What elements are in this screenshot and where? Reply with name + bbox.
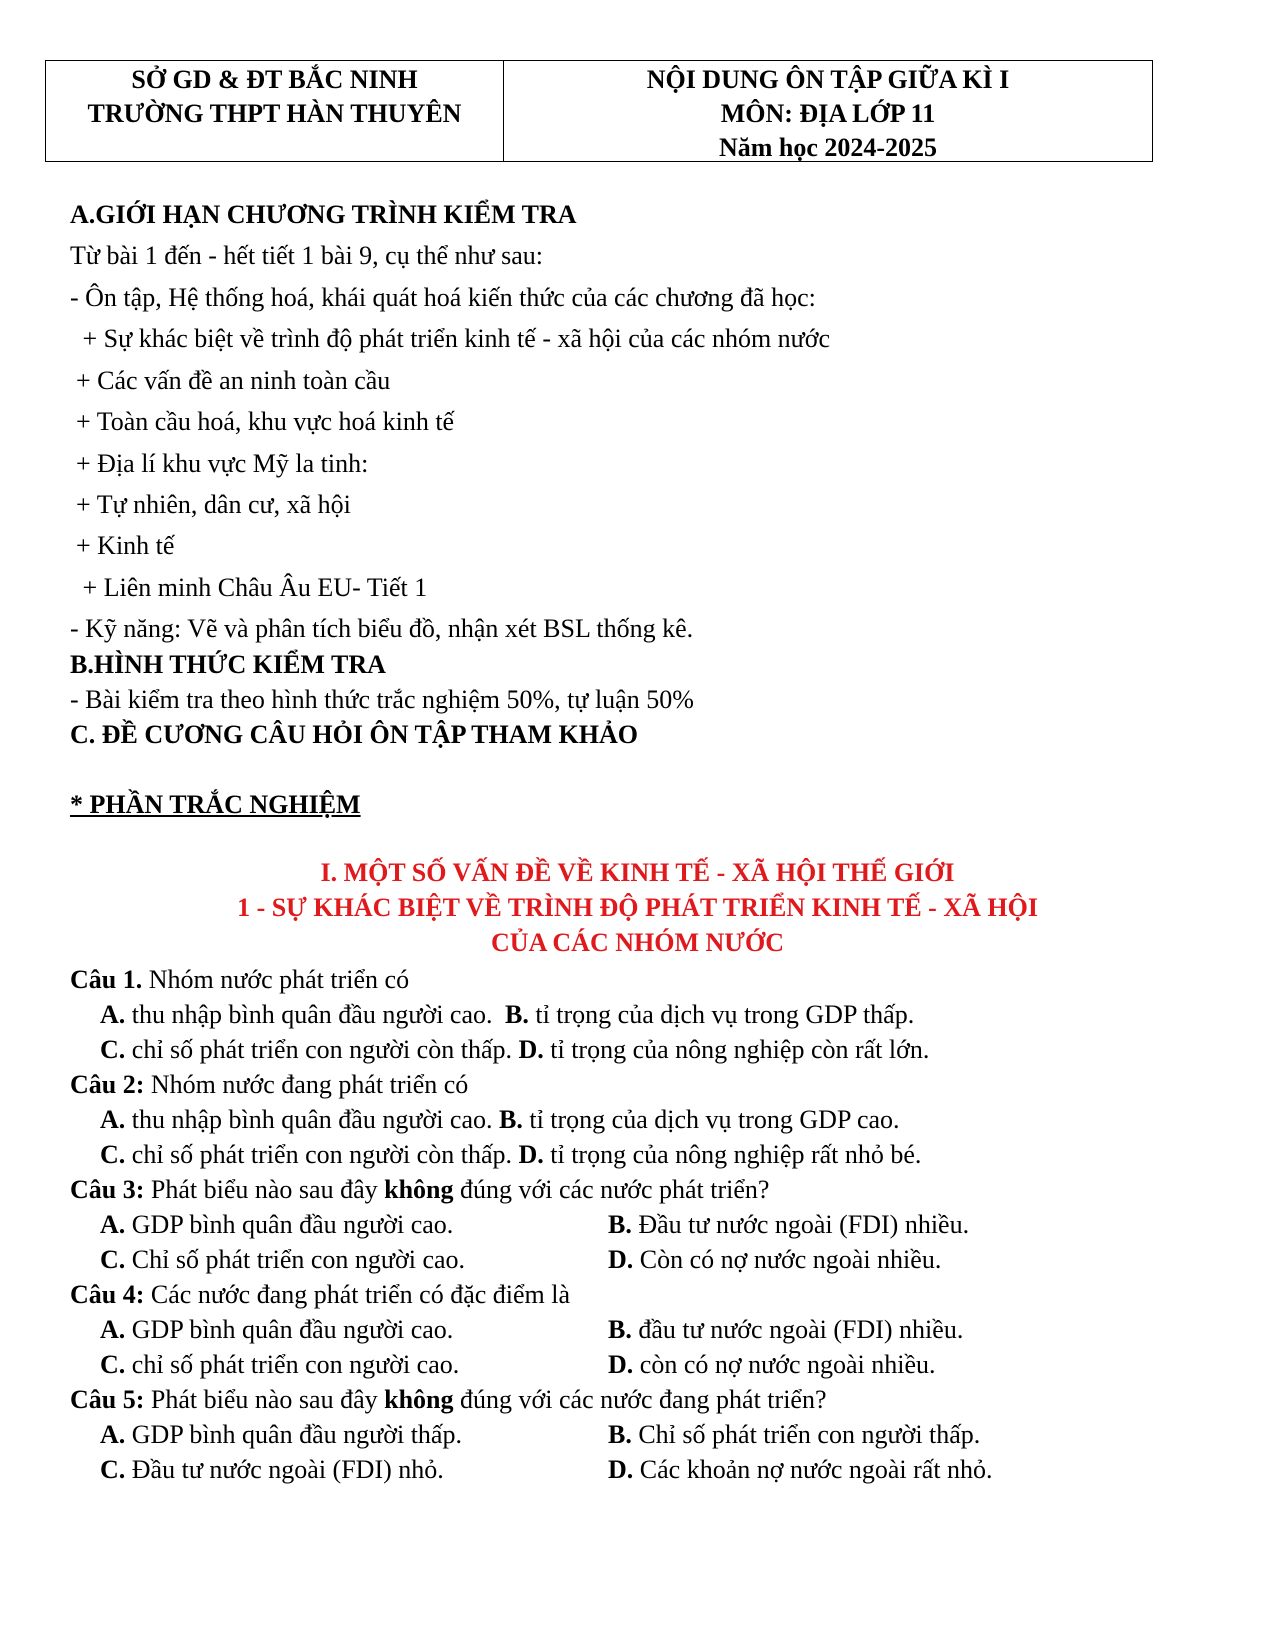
option-letter: B. [608,1210,632,1239]
question-text: đúng với các nước đang phát triển? [453,1385,827,1414]
q1-option-cd [100,1035,929,1065]
section-a-line: + Tự nhiên, dân cư, xã hội [76,490,351,519]
header-right-cell [504,61,1152,161]
section-c-heading: C. ĐỀ CƯƠNG CÂU HỎI ÔN TẬP THAM KHẢO [70,720,638,749]
document-title: NỘI DUNG ÔN TẬP GIỮA KÌ I [646,65,1010,94]
option-text: Chỉ số phát triển con người thấp. [631,1420,981,1449]
section-a-line: Từ bài 1 đến - hết tiết 1 bài 9, cụ thể như sau: [70,241,543,270]
q3-option-b [608,1210,969,1240]
q5-option-a [100,1420,462,1450]
topic-subheading: CỦA CÁC NHÓM NƯỚC [491,928,784,957]
q5-option-c [100,1455,444,1485]
q4-option-a [100,1315,453,1345]
header-left-cell [46,61,504,161]
section-a-line: + Kinh tế [76,531,175,560]
option-letter: C. [100,1245,126,1274]
q4-option-b [608,1315,963,1345]
q5-option-d [608,1455,993,1485]
option-text: đầu tư nước ngoài (FDI) nhiều. [631,1315,964,1344]
section-a-heading: A.GIỚI HẠN CHƯƠNG TRÌNH KIỂM TRA [70,200,577,229]
section-a-line: + Toàn cầu hoá, khu vực hoá kinh tế [76,407,455,436]
section-a-line: - Ôn tập, Hệ thống hoá, khái quát hoá kiến thức của các chương đã học: [70,283,816,312]
question-label: Câu 4: [70,1280,145,1309]
section-a-line: + Các vấn đề an ninh toàn cầu [76,366,391,395]
option-letter: A. [100,1420,126,1449]
option-letter: B. [608,1420,632,1449]
section-b-heading: B.HÌNH THỨC KIỂM TRA [70,650,386,679]
option-text: thu nhập bình quân đầu người cao. [125,1000,493,1029]
option-letter: B. [608,1315,632,1344]
option-letter: B. [505,1000,529,1029]
question-5 [70,1385,827,1415]
option-text: chỉ số phát triển con người còn thấp. [125,1035,512,1064]
option-letter: D. [518,1035,544,1064]
option-letter: D. [608,1350,634,1379]
question-emphasis: không [384,1385,454,1414]
q4-option-c [100,1350,459,1380]
option-letter: A. [100,1210,126,1239]
question-label: Câu 2: [70,1070,145,1099]
question-text: đúng với các nước phát triển? [453,1175,770,1204]
option-text: tỉ trọng của dịch vụ trong GDP cao. [522,1105,900,1134]
question-2 [70,1070,468,1100]
option-text: Đầu tư nước ngoài (FDI) nhiều. [631,1210,970,1239]
option-letter: A. [100,1105,126,1134]
question-label: Câu 3: [70,1175,145,1204]
option-letter: A. [100,1315,126,1344]
option-letter: D. [608,1455,634,1484]
q3-option-c [100,1245,465,1275]
part-heading: * PHẦN TRẮC NGHIỆM [70,790,361,819]
option-text: chỉ số phát triển con người còn thấp. [125,1140,512,1169]
option-text: Đầu tư nước ngoài (FDI) nhỏ. [125,1455,444,1484]
school-name: TRƯỜNG THPT HÀN THUYÊN [87,99,462,128]
option-letter: C. [100,1035,126,1064]
question-emphasis: không [384,1175,454,1204]
q2-option-cd [100,1140,921,1170]
option-text: thu nhập bình quân đầu người cao. [125,1105,493,1134]
option-letter: D. [608,1245,634,1274]
question-4 [70,1280,570,1310]
option-text: Chỉ số phát triển con người cao. [125,1245,466,1274]
option-text: tỉ trọng của nông nghiệp còn rất lớn. [543,1035,930,1064]
option-letter: A. [100,1000,126,1029]
q3-option-a [100,1210,453,1240]
question-1 [70,965,409,995]
option-text: Các khoản nợ nước ngoài rất nhỏ. [633,1455,993,1484]
subject-line: MÔN: ĐỊA LỚP 11 [720,99,936,128]
option-letter: C. [100,1350,126,1379]
section-a-line: + Sự khác biệt về trình độ phát triển kinh tế - xã hội của các nhóm nước [76,324,831,353]
section-a-line: + Địa lí khu vực Mỹ la tinh: [76,449,369,478]
question-text: Phát biểu nào sau đây [144,1385,385,1414]
q1-option-ab [100,1000,914,1030]
option-letter: C. [100,1455,126,1484]
q5-option-b [608,1420,980,1450]
section-a-line: - Kỹ năng: Vẽ và phân tích biểu đồ, nhận xét BSL thống kê. [70,614,694,643]
question-text: Nhóm nước đang phát triển có [144,1070,469,1099]
option-text: còn có nợ nước ngoài nhiều. [633,1350,936,1379]
question-label: Câu 5: [70,1385,145,1414]
section-a-line: + Liên minh Châu Âu EU- Tiết 1 [76,573,428,602]
option-text: tỉ trọng của nông nghiệp rất nhỏ bé. [543,1140,922,1169]
q4-option-d [608,1350,936,1380]
question-text: Các nước đang phát triển có đặc điểm là [144,1280,571,1309]
option-text: chỉ số phát triển con người cao. [125,1350,460,1379]
q3-option-d [608,1245,941,1275]
option-text: GDP bình quân đầu người cao. [125,1315,454,1344]
option-letter: D. [518,1140,544,1169]
department-name: SỞ GD & ĐT BẮC NINH [131,65,418,94]
topic-heading: I. MỘT SỐ VẤN ĐỀ VỀ KINH TẾ - XÃ HỘI THẾ GIỚI [320,858,955,887]
topic-subheading: 1 - SỰ KHÁC BIỆT VỀ TRÌNH ĐỘ PHÁT TRIỂN KINH TẾ - XÃ HỘI [237,893,1038,922]
header-table [45,60,1153,162]
question-text: Phát biểu nào sau đây [144,1175,385,1204]
question-label: Câu 1. [70,965,143,994]
school-year: Năm học 2024-2025 [718,133,938,162]
option-letter: C. [100,1140,126,1169]
option-text: tỉ trọng của dịch vụ trong GDP thấp. [528,1000,915,1029]
section-b-line: - Bài kiểm tra theo hình thức trắc nghiệm 50%, tự luận 50% [70,685,694,714]
q2-option-ab [100,1105,900,1135]
option-text: GDP bình quân đầu người thấp. [125,1420,462,1449]
question-text: Nhóm nước phát triển có [142,965,410,994]
question-3 [70,1175,769,1205]
option-text: Còn có nợ nước ngoài nhiều. [633,1245,942,1274]
option-letter: B. [499,1105,523,1134]
option-text: GDP bình quân đầu người cao. [125,1210,454,1239]
